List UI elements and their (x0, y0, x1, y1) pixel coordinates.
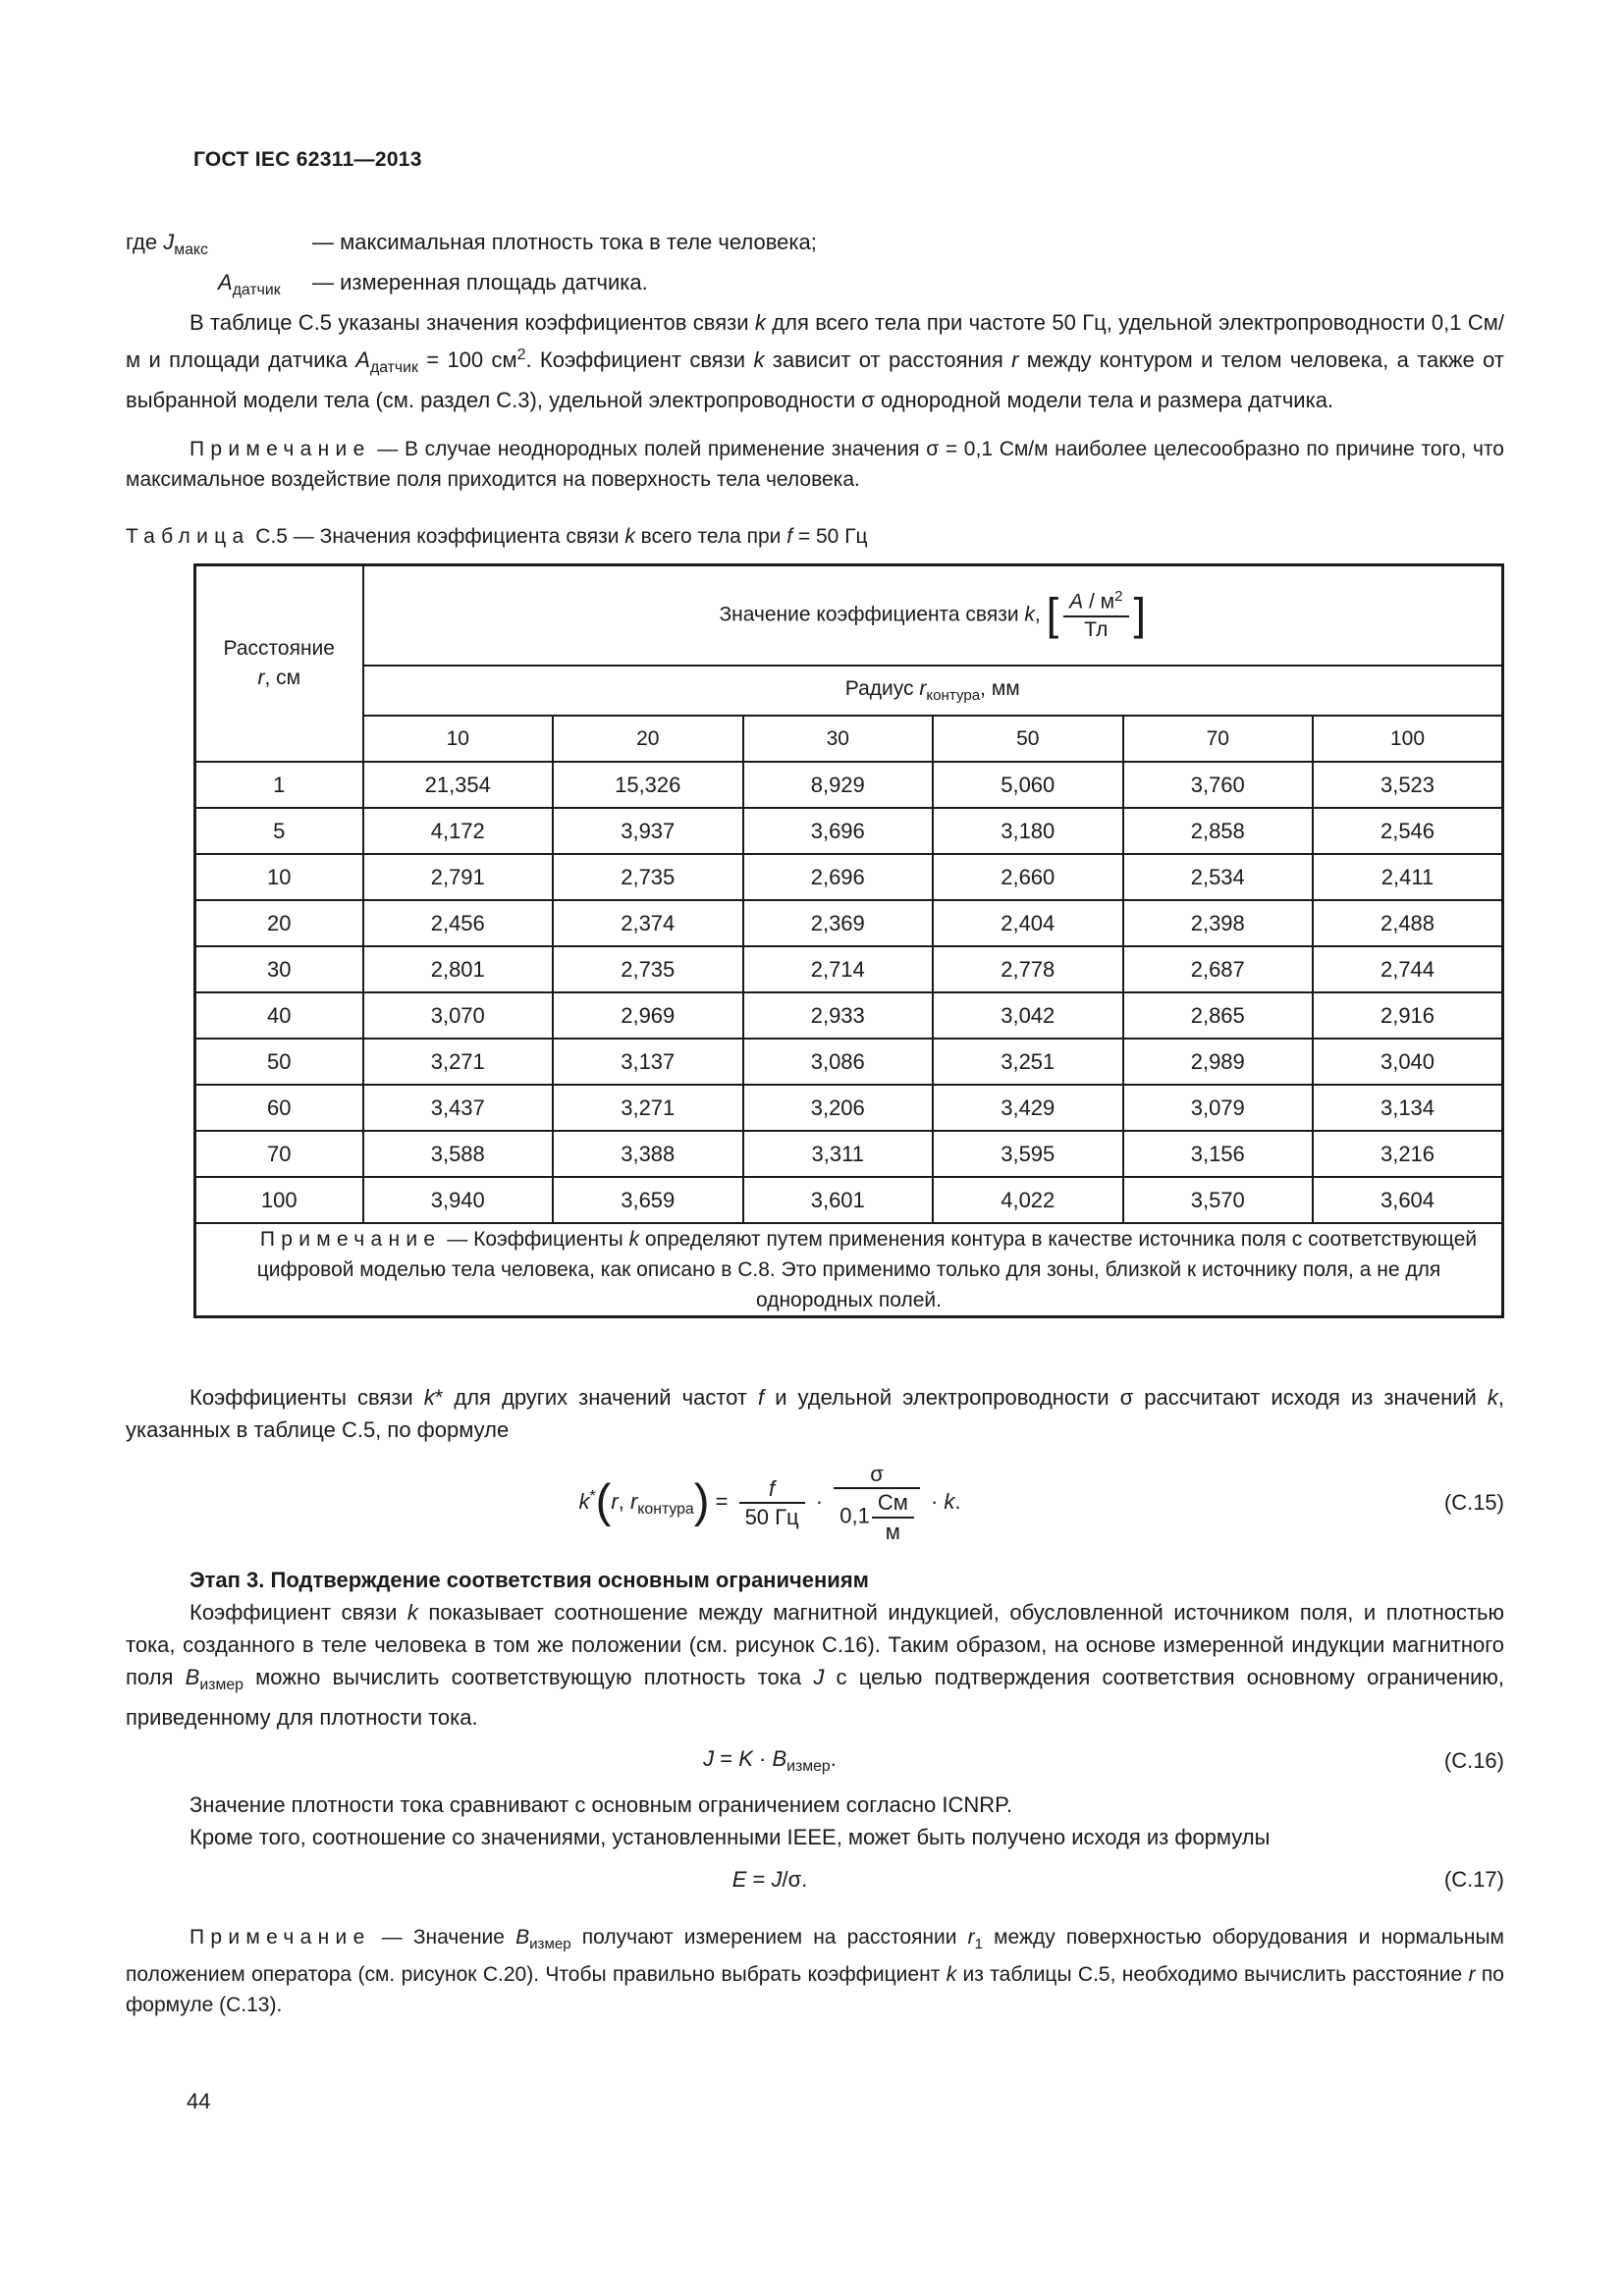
k-value-cell: 3,251 (933, 1039, 1123, 1085)
k-value-cell: 4,022 (933, 1177, 1123, 1223)
note-sigma: Примечание — В случае неоднородных полей применение значения σ = 0,1 См/м наиболее целесообразно по причине того, что максимальное воздействие поля приходится на поверхность тела человека. (126, 438, 1504, 492)
k-value-cell: 3,937 (553, 808, 743, 854)
radius-column-header: 70 (1123, 716, 1314, 762)
k-value-cell: 15,326 (553, 762, 743, 808)
formula-c17-body: E = J/σ. (731, 1867, 808, 1893)
k-value-cell: 3,595 (933, 1131, 1123, 1177)
k-value-cell: 3,206 (743, 1085, 934, 1131)
k-value-cell: 2,456 (363, 900, 554, 946)
table-row (195, 762, 1503, 808)
distance-cell: 60 (195, 1085, 363, 1131)
k-value-cell: 3,696 (743, 808, 934, 854)
k-value-cell: 3,311 (743, 1131, 934, 1177)
table-note-row (195, 1223, 1503, 1317)
paragraph-kstar: Коэффициенты связи k* для других значений частот f и удельной электропроводности σ рассчитают исходя из значений k, указанных в таблице С.5, по формуле (126, 1385, 1504, 1443)
paragraph-ieee: Кроме того, соотношение со значениями, установленными IEEE, может быть получено исходя из формулы (189, 1825, 1271, 1850)
k-value-cell: 3,760 (1123, 762, 1314, 808)
formula-c17-number: (С.17) (1443, 1867, 1504, 1893)
table-row (195, 808, 1503, 854)
formula-c16 (126, 1737, 1504, 1785)
k-value-cell: 2,398 (1123, 900, 1314, 946)
k-value-cell: 2,916 (1313, 992, 1503, 1039)
definition-term: $А_{датчик}$ (218, 270, 281, 299)
k-value-cell: 3,086 (743, 1039, 934, 1085)
formula-c16-body: $J = K \cdot B_{измер}$. (703, 1746, 837, 1776)
distance-cell: 70 (195, 1131, 363, 1177)
distance-header-cell: Расстояние r, см (195, 565, 363, 763)
note-bmeasure: Примечание — Значение $B_{измер}$ получают измерением на расстоянии $r_1$ между поверхностью оборудования и нормальным положением оператора (см. рисунок С.20). Чтобы правильно выбрать коэффициент k из таблицы С.5, необходимо вычислить расстояние r по формуле (С.13). (126, 1926, 1504, 2016)
k-value-cell: 4,172 (363, 808, 554, 854)
radius-column-header: 50 (933, 716, 1123, 762)
k-value-cell: 2,369 (743, 900, 934, 946)
table-row (195, 1039, 1503, 1085)
document-header: ГОСТ IEC 62311—2013 (193, 148, 422, 171)
k-value-cell: 3,570 (1123, 1177, 1314, 1223)
k-value-cell: 2,687 (1123, 946, 1314, 992)
k-value-cell: 2,660 (933, 854, 1123, 900)
table-row (195, 946, 1503, 992)
table-row (195, 1177, 1503, 1223)
definition-text: — максимальная плотность тока в теле человека; (312, 230, 817, 254)
k-value-cell: 2,744 (1313, 946, 1503, 992)
k-value-cell: 2,534 (1123, 854, 1314, 900)
k-value-cell: 2,791 (363, 854, 554, 900)
k-value-cell: 2,735 (553, 854, 743, 900)
k-value-cell: 3,216 (1313, 1131, 1503, 1177)
k-value-cell: 2,488 (1313, 900, 1503, 946)
table-header-row-3 (195, 716, 1503, 762)
k-value-cell: 3,042 (933, 992, 1123, 1039)
k-value-cell: 3,388 (553, 1131, 743, 1177)
k-value-cell: 3,523 (1313, 762, 1503, 808)
definition-term: где $J_{макс}$ (126, 230, 208, 259)
distance-cell: 5 (195, 808, 363, 854)
formula-c15-number: (С.15) (1443, 1490, 1504, 1516)
k-value-cell: 2,714 (743, 946, 934, 992)
table-row (195, 1131, 1503, 1177)
definition-asensor (126, 266, 1504, 306)
k-value-cell: 3,940 (363, 1177, 554, 1223)
radius-column-header: 30 (743, 716, 934, 762)
k-value-cell: 2,801 (363, 946, 554, 992)
k-value-cell: 3,588 (363, 1131, 554, 1177)
paragraph-intro: В таблице С.5 указаны значения коэффициентов связи k для всего тела при частоте 50 Гц, удельной электропроводности 0,1 См/м и площади датчика $А_{датчик} = 100$ $см^2$. Коэффициент связи k зависит от расстояния r между контуром и телом человека, а также от выбранной модели тела (см. раздел С.3), удельной электропроводности σ однородной модели тела и размера датчика. (126, 310, 1505, 413)
k-value-cell: 21,354 (363, 762, 554, 808)
radius-column-header: 20 (553, 716, 743, 762)
table-row (195, 1085, 1503, 1131)
k-value-cell: 8,929 (743, 762, 934, 808)
k-value-cell: 3,180 (933, 808, 1123, 854)
table-note: Примечание — Коэффициенты k определяют путем применения контура в качестве источника поля с соответствующей цифровой моделью тела человека, как описано в С.8. Это применимо только для зоны, близкой к источнику поля, а не для однородных полей. (195, 1223, 1503, 1317)
formula-c17 (126, 1859, 1504, 1900)
page-number: 44 (187, 2088, 211, 2113)
k-value-cell: 3,156 (1123, 1131, 1314, 1177)
k-value-cell: 3,429 (933, 1085, 1123, 1131)
table-c5-title: Таблица С.5 — Значения коэффициента связи k всего тела при f = 50 Гц (126, 525, 868, 549)
k-coefficient-header-cell: Значение коэффициента связи k, [ $\frac{А / м^2}{Тл}$ ] (363, 565, 1503, 667)
table-header-row-1 (195, 565, 1503, 667)
radius-header-cell: Радиус $r_{контура}$, мм (363, 666, 1503, 716)
distance-cell: 100 (195, 1177, 363, 1223)
table-c5 (193, 563, 1504, 1318)
k-value-cell: 3,134 (1313, 1085, 1503, 1131)
distance-cell: 40 (195, 992, 363, 1039)
k-value-cell: 5,060 (933, 762, 1123, 808)
definition-text: — измеренная площадь датчика. (312, 270, 648, 295)
k-value-cell: 2,696 (743, 854, 934, 900)
k-value-cell: 3,040 (1313, 1039, 1503, 1085)
table-header-row-2 (195, 666, 1503, 716)
paragraph-icnrp: Значение плотности тока сравнивают с основным ограничением согласно ICNRP. (189, 1792, 1013, 1818)
distance-cell: 10 (195, 854, 363, 900)
formula-c16-number: (С.16) (1443, 1748, 1504, 1774)
k-value-cell: 3,659 (553, 1177, 743, 1223)
radius-column-header: 100 (1313, 716, 1503, 762)
k-value-cell: 2,858 (1123, 808, 1314, 854)
k-value-cell: 2,374 (553, 900, 743, 946)
k-value-cell: 2,546 (1313, 808, 1503, 854)
k-value-cell: 2,933 (743, 992, 934, 1039)
table-row (195, 900, 1503, 946)
k-value-cell: 2,989 (1123, 1039, 1314, 1085)
table-row (195, 992, 1503, 1039)
k-value-cell: 2,865 (1123, 992, 1314, 1039)
formula-c15 (126, 1452, 1504, 1554)
k-value-cell: 2,969 (553, 992, 743, 1039)
distance-cell: 30 (195, 946, 363, 992)
k-value-cell: 2,404 (933, 900, 1123, 946)
k-value-cell: 3,079 (1123, 1085, 1314, 1131)
distance-cell: 50 (195, 1039, 363, 1085)
k-value-cell: 2,735 (553, 946, 743, 992)
paragraph-coupling: Коэффициент связи k показывает соотношение между магнитной индукцией, обусловленной источником поля, и плотностью тока, созданного в теле человека в том же положении (см. рисунок С.16). Таким образом, на основе измеренной индукции магнитного поля $B_{измер}$ можно вычислить соответствующую плотность тока J с целью подтверждения соответствия основному ограничению, приведенному для плотности тока. (126, 1600, 1504, 1731)
formula-c15-body: k*(r, $r_{контура}$) = $\frac{f}{50 Гц}$ · σ 0,1 $\frac{См}{м}$ · k. (578, 1461, 961, 1544)
k-value-cell: 3,271 (363, 1039, 554, 1085)
definition-jmax (126, 226, 1504, 266)
k-value-cell: 2,778 (933, 946, 1123, 992)
k-value-cell: 3,601 (743, 1177, 934, 1223)
radius-column-header: 10 (363, 716, 554, 762)
distance-cell: 20 (195, 900, 363, 946)
k-value-cell: 3,604 (1313, 1177, 1503, 1223)
stage3-heading: Этап 3. Подтверждение соответствия основным ограничениям (189, 1568, 869, 1593)
k-value-cell: 3,271 (553, 1085, 743, 1131)
k-value-cell: 2,411 (1313, 854, 1503, 900)
distance-cell: 1 (195, 762, 363, 808)
table-row (195, 854, 1503, 900)
k-value-cell: 3,437 (363, 1085, 554, 1131)
k-value-cell: 3,137 (553, 1039, 743, 1085)
k-value-cell: 3,070 (363, 992, 554, 1039)
